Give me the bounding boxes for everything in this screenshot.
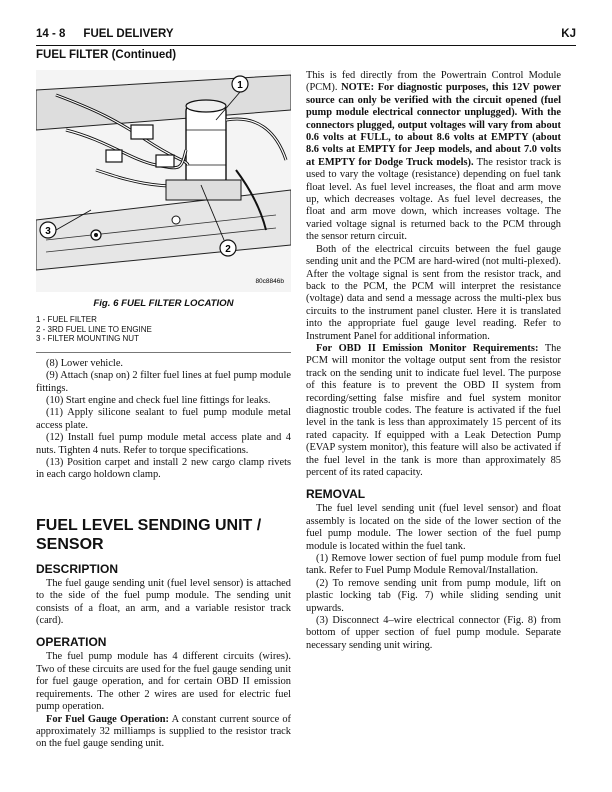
fuel-filter-figure [36,70,291,292]
callout-2: 2 [225,244,231,255]
description-text: The fuel gauge sending unit (fuel level sensor) is attached to the side of the fuel pump module. The sending unit consists of a float, an arm, and a variable resistor track (card). [36,577,291,627]
pcm-text-end: The resistor track is used to vary the voltage (resistance) depending on fuel tank float level. As fuel level increases, the float and arm move up, which decreases voltage. As fuel level decreases, the float and arm move down, which increases voltage. The varied voltage signal is returned back to the PCM through the sensor return circuit. [306,156,561,243]
pcm-text-start: This is fed directly from the Powertrain Control Module (PCM). [306,70,561,94]
hardwired-paragraph: Both of the electrical circuits between the fuel gauge sending unit and the PCM are hard-wired (not multi-plexed). After the voltage signal is sent from the resistor track, and back to the PCM, the PCM will interpret the resistance (voltage) data and send a message across the multi-plex bus circuits to the instrument panel cluster. Here it is translated into the appropriate fuel gauge level reading. Refer to Instrument Panel for additional information. [306,243,561,342]
step-9: (9) Attach (snap on) 2 filter fuel lines at fuel pump module fittings. [36,370,291,394]
left-column [36,70,291,751]
step-10: (10) Start engine and check fuel line fittings for leaks. [46,395,271,406]
figure-id: 80c8846b [255,278,284,285]
removal-step-3: (3) Disconnect 4–wire electrical connector (Fig. 8) from bottom of upper section of fuel pump module. Separate necessary sending unit wiring. [306,615,561,651]
fuel-gauge-text: A constant current source of approximately 32 milliamps is supplied to the resistor track on the fuel gauge sending unit. [36,713,292,750]
operation-text: The fuel pump module has 4 different circuits (wires). Two of these circuits are used for the fuel gauge sending unit for fuel gauge operation, and for certain OBD II emission requirements. The other 2 wires are used for electric fuel pump operation. [36,651,291,713]
step-13: (13) Position carpet and install 2 new cargo clamp rivets in each cargo holdown clamp. [36,457,291,481]
continued-heading: FUEL FILTER (Continued) [36,49,177,61]
obd-text: The PCM will monitor the voltage output sent from the resistor track on the sending unit to indicate fuel level. The purpose of this feature is to prevent the OBD II system from recording/setting false misfire and fuel system monitor diagnostic trouble codes. The feature is activated if the fuel level in the tank is less than approximately 15 percent of its rated capacity. If equipped with a Leak Detection Pump (EVAP system monitor), this feature will also be activated if the fuel level in the tank is more than approximately 85 percent of its rated capacity. [306,342,561,478]
pcm-paragraph [306,70,561,244]
section-title: FUEL LEVEL SENDING UNIT / SENSOR [36,516,262,553]
step-8: (8) Lower vehicle. [46,357,124,369]
fuel-gauge-operation [36,714,291,751]
page-number: 14 - 8 [36,28,66,40]
page-header [36,28,576,44]
legend-item: 2 - 3RD FUEL LINE TO ENGINE [36,324,152,334]
step-11: (11) Apply silicone sealant to fuel pump module metal access plate. [36,407,291,431]
legend-item: 1 - FUEL FILTER [36,315,97,324]
removal-heading: REMOVAL [306,487,366,502]
step-12: (12) Install fuel pump module metal access plate and 4 nuts. Tighten 4 nuts. Refer to torque specifications. [36,432,291,456]
operation-heading: OPERATION [36,635,107,650]
header-left [36,28,174,40]
fuel-filter-illustration [36,70,291,292]
callout-1: 1 [237,80,243,91]
figure-divider [36,352,291,353]
header-rule [36,45,576,46]
model-code: KJ [561,28,576,40]
removal-step-1: (1) Remove lower section of fuel pump module from fuel tank. Refer to Fuel Pump Module Removal/Installation. [306,553,561,577]
obd-lead: For OBD II Emission Monitor Requirements: [316,342,539,354]
right-column [306,70,561,652]
obd-paragraph [306,343,561,479]
diagnostic-note: NOTE: For diagnostic purposes, this 12V power source can only be verified with the circuit opened (fuel pump module electrical connector unplugged). With the connectors plugged, output voltages will vary from about 0.6 volts at FULL, to about 8.6 volts at EMPTY (about 8.6 volts at EMPTY for Jeep models, and about 7.0 volts at EMPTY for Dodge Truck models). [306,82,561,168]
removal-step-2: (2) To remove sending unit from pump module, lift on plastic locking tab (Fig. 7) while sliding sending unit upwards. [306,577,561,614]
description-heading: DESCRIPTION [36,561,119,576]
fuel-gauge-lead: For Fuel Gauge Operation: [46,713,170,725]
section-name: FUEL DELIVERY [83,28,174,40]
removal-intro: The fuel level sending unit (fuel level sensor) and float assembly is located on the side of the lower section of the fuel pump module. The lower section of the fuel pump module is located within the fuel tank. [306,503,561,552]
figure-legend [36,315,291,344]
callout-3: 3 [45,226,51,237]
legend-item: 3 - FILTER MOUNTING NUT [36,334,139,344]
figure-caption: Fig. 6 FUEL FILTER LOCATION [93,298,234,309]
